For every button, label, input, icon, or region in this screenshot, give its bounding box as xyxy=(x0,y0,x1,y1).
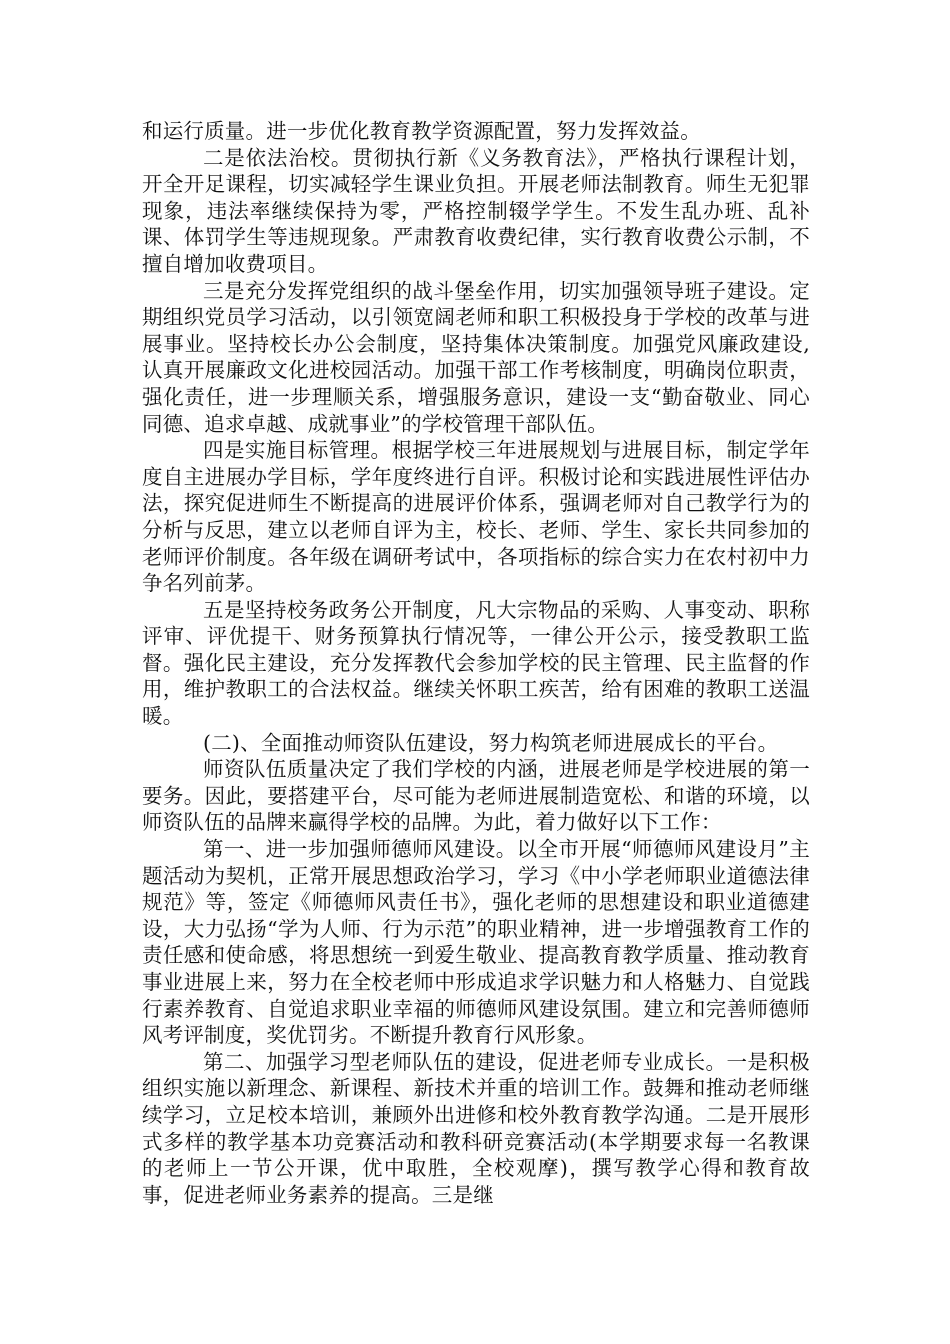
paragraph-4: 四是实施目标管理。根据学校三年进展规划与进展目标，制定学年度自主进展办学目标，学年度终进行自评。积极讨论和实践进展性评估办法，探究促进师生不断提高的进展评价体系，强调老师对自己教学行为的分析与反思，建立以老师自评为主，校长、老师、学生、家长共同参加的老师评价制度。各年级在调研考试中，各项指标的综合实力在农村初中力争名列前茅。 xyxy=(142,438,810,596)
section-heading-2: (二)、全面推动师资队伍建设，努力构筑老师进展成长的平台。 xyxy=(203,730,779,755)
paragraph-3: 三是充分发挥党组织的战斗堡垒作用，切实加强领导班子建设。定期组织党员学习活动，以引领宽阔老师和职工积极投身于学校的改革与进展事业。坚持校长办公会制度，坚持集体决策制度。加强党风廉政建设,认真开展廉政文化进校园活动。加强干部工作考核制度，明确岗位职责，强化责任，进一步理顺关系，增强服务意识，建设一支“勤奋敬业、同心同德、追求卓越、成就事业”的学校管理干部队伍。 xyxy=(142,278,810,436)
paragraph-9: 第二、加强学习型老师队伍的建设，促进老师专业成长。一是积极组织实施以新理念、新课程、新技术并重的培训工作。鼓舞和推动老师继续学习，立足校本培训，兼顾外出进修和校外教育教学沟通。二是开展形式多样的教学基本功竞赛活动和教科研竞赛活动(本学期要求每一名教课的老师上一节公开课，优中取胜，全校观摩)，撰写教学心得和教育故事，促进老师业务素养的提高。三是继 xyxy=(142,1049,810,1207)
paragraph-2: 二是依法治校。贯彻执行新《义务教育法》，严格执行课程计划，开全开足课程，切实减轻学生课业负担。开展老师法制教育。师生无犯罪现象，违法率继续保持为零，严格控制辍学学生。不发生乱办班、乱补课、体罚学生等违规现象。严肃教育收费纪律，实行教育收费公示制，不擅自增加收费项目。 xyxy=(142,145,810,276)
document-page xyxy=(142,118,810,1208)
paragraph-1: 和运行质量。进一步优化教育教学资源配置，努力发挥效益。 xyxy=(142,119,701,143)
paragraph-7: 师资队伍质量决定了我们学校的内涵，进展老师是学校进展的第一要务。因此，要搭建平台，尽可能为老师进展制造宽松、和谐的环境，以师资队伍的品牌来赢得学校的品牌。为此，着力做好以下工作： xyxy=(142,757,810,835)
paragraph-8: 第一、进一步加强师德师风建设。以全市开展“师德师风建设月”主题活动为契机，正常开展思想政治学习，学习《中小学老师职业道德法律规范》等，签定《师德师风责任书》，强化老师的思想建设和职业道德建设，大力弘扬“学为人师、行为示范”的职业精神，进一步增强教育工作的责任感和使命感，将思想统一到爱生敬业、提高教育教学质量、推动教育事业进展上来，努力在全校老师中形成追求学识魅力和人格魅力、自觉践行素养教育、自觉追求职业幸福的师德师风建设氛围。建立和完善师德师风考评制度，奖优罚劣。不断提升教育行风形象。 xyxy=(142,837,810,1048)
paragraph-5: 五是坚持校务政务公开制度，凡大宗物品的采购、人事变动、职称评审、评优提干、财务预算执行情况等，一律公开公示，接受教职工监督。强化民主建设，充分发挥教代会参加学校的民主管理、民主监督的作用，维护教职工的合法权益。继续关怀职工疾苦，给有困难的教职工送温暖。 xyxy=(142,597,810,729)
